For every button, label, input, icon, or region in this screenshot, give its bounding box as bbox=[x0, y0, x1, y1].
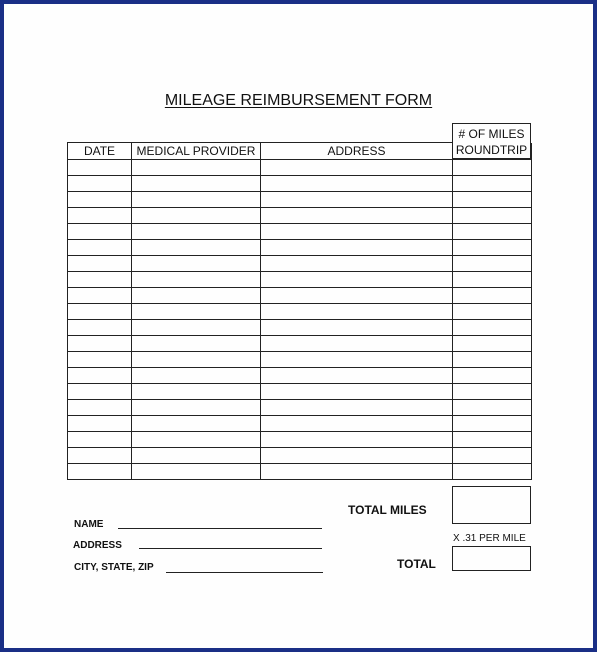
cell-address[interactable] bbox=[261, 176, 453, 192]
cell-date[interactable] bbox=[68, 256, 132, 272]
cell-address[interactable] bbox=[261, 288, 453, 304]
cell-provider[interactable] bbox=[132, 320, 261, 336]
cell-provider[interactable] bbox=[132, 352, 261, 368]
cell-miles[interactable] bbox=[453, 448, 532, 464]
cell-provider[interactable] bbox=[132, 304, 261, 320]
cell-date[interactable] bbox=[68, 192, 132, 208]
cell-date[interactable] bbox=[68, 448, 132, 464]
rate-label: X .31 PER MILE bbox=[453, 533, 526, 544]
total-box[interactable] bbox=[452, 546, 531, 571]
total-miles-box[interactable] bbox=[452, 486, 531, 524]
cell-address[interactable] bbox=[261, 208, 453, 224]
cell-miles[interactable] bbox=[453, 368, 532, 384]
cell-address[interactable] bbox=[261, 352, 453, 368]
col-header-provider: MEDICAL PROVIDER bbox=[132, 143, 261, 160]
col-header-address: ADDRESS bbox=[261, 143, 453, 160]
cell-address[interactable] bbox=[261, 400, 453, 416]
cell-provider[interactable] bbox=[132, 432, 261, 448]
cell-provider[interactable] bbox=[132, 192, 261, 208]
table-row bbox=[68, 448, 532, 464]
cell-date[interactable] bbox=[68, 160, 132, 176]
cell-miles[interactable] bbox=[453, 432, 532, 448]
cell-miles[interactable] bbox=[453, 384, 532, 400]
cell-address[interactable] bbox=[261, 384, 453, 400]
cell-miles[interactable] bbox=[453, 320, 532, 336]
cell-date[interactable] bbox=[68, 432, 132, 448]
cell-provider[interactable] bbox=[132, 448, 261, 464]
table-row bbox=[68, 336, 532, 352]
cell-miles[interactable] bbox=[453, 272, 532, 288]
table-row bbox=[68, 320, 532, 336]
cell-date[interactable] bbox=[68, 352, 132, 368]
cell-provider[interactable] bbox=[132, 272, 261, 288]
cell-miles[interactable] bbox=[453, 192, 532, 208]
cell-miles[interactable] bbox=[453, 208, 532, 224]
cell-date[interactable] bbox=[68, 464, 132, 480]
cell-miles[interactable] bbox=[453, 400, 532, 416]
table-row bbox=[68, 352, 532, 368]
cell-provider[interactable] bbox=[132, 176, 261, 192]
city-state-zip-label: CITY, STATE, ZIP bbox=[74, 562, 154, 573]
miles-header-line2: ROUNDTRIP bbox=[455, 143, 528, 157]
cell-date[interactable] bbox=[68, 336, 132, 352]
cell-provider[interactable] bbox=[132, 256, 261, 272]
miles-header-line1: # OF MILES bbox=[458, 127, 525, 141]
table-row bbox=[68, 400, 532, 416]
cell-miles[interactable] bbox=[453, 240, 532, 256]
cell-miles[interactable] bbox=[453, 464, 532, 480]
mileage-table bbox=[67, 142, 532, 480]
cell-miles[interactable] bbox=[453, 352, 532, 368]
cell-miles[interactable] bbox=[453, 256, 532, 272]
col-header-date: DATE bbox=[68, 143, 132, 160]
cell-address[interactable] bbox=[261, 336, 453, 352]
cell-provider[interactable] bbox=[132, 240, 261, 256]
table-row bbox=[68, 176, 532, 192]
cell-miles[interactable] bbox=[453, 224, 532, 240]
cell-date[interactable] bbox=[68, 416, 132, 432]
cell-address[interactable] bbox=[261, 192, 453, 208]
cell-provider[interactable] bbox=[132, 384, 261, 400]
cell-address[interactable] bbox=[261, 224, 453, 240]
cell-address[interactable] bbox=[261, 272, 453, 288]
table-row bbox=[68, 288, 532, 304]
cell-address[interactable] bbox=[261, 448, 453, 464]
table-row bbox=[68, 160, 532, 176]
cell-date[interactable] bbox=[68, 400, 132, 416]
address-label: ADDRESS bbox=[73, 540, 122, 551]
cell-address[interactable] bbox=[261, 416, 453, 432]
cell-miles[interactable] bbox=[453, 304, 532, 320]
table-row bbox=[68, 272, 532, 288]
table-row bbox=[68, 464, 532, 480]
table-row bbox=[68, 416, 532, 432]
total-label: TOTAL bbox=[397, 557, 436, 571]
cell-date[interactable] bbox=[68, 224, 132, 240]
cell-address[interactable] bbox=[261, 464, 453, 480]
cell-provider[interactable] bbox=[132, 368, 261, 384]
cell-provider[interactable] bbox=[132, 288, 261, 304]
cell-miles[interactable] bbox=[453, 176, 532, 192]
cell-date[interactable] bbox=[68, 384, 132, 400]
table-row bbox=[68, 208, 532, 224]
cell-date[interactable] bbox=[68, 368, 132, 384]
cell-miles[interactable] bbox=[453, 336, 532, 352]
cell-miles[interactable] bbox=[453, 160, 532, 176]
table-header-row bbox=[68, 143, 532, 160]
table-row bbox=[68, 256, 532, 272]
cell-provider[interactable] bbox=[132, 208, 261, 224]
cell-provider[interactable] bbox=[132, 336, 261, 352]
total-miles-label: TOTAL MILES bbox=[348, 503, 427, 517]
table-row bbox=[68, 192, 532, 208]
cell-address[interactable] bbox=[261, 256, 453, 272]
cell-provider[interactable] bbox=[132, 160, 261, 176]
name-label: NAME bbox=[74, 519, 104, 530]
table-row bbox=[68, 432, 532, 448]
cell-provider[interactable] bbox=[132, 400, 261, 416]
name-field-line[interactable] bbox=[118, 528, 322, 529]
cell-date[interactable] bbox=[68, 304, 132, 320]
table-row bbox=[68, 224, 532, 240]
cell-provider[interactable] bbox=[132, 224, 261, 240]
form-title: MILEAGE REIMBURSEMENT FORM bbox=[164, 92, 433, 109]
cell-date[interactable] bbox=[68, 320, 132, 336]
cell-address[interactable] bbox=[261, 432, 453, 448]
cell-address[interactable] bbox=[261, 160, 453, 176]
table-row bbox=[68, 384, 532, 400]
city-state-zip-field-line[interactable] bbox=[166, 572, 323, 573]
cell-miles[interactable] bbox=[453, 288, 532, 304]
cell-date[interactable] bbox=[68, 208, 132, 224]
cell-miles[interactable] bbox=[453, 416, 532, 432]
cell-address[interactable] bbox=[261, 320, 453, 336]
address-field-line[interactable] bbox=[139, 548, 322, 549]
cell-provider[interactable] bbox=[132, 416, 261, 432]
col-header-miles bbox=[453, 143, 532, 160]
cell-date[interactable] bbox=[68, 288, 132, 304]
table-row bbox=[68, 240, 532, 256]
cell-provider[interactable] bbox=[132, 464, 261, 480]
table-row bbox=[68, 304, 532, 320]
cell-address[interactable] bbox=[261, 304, 453, 320]
table-row bbox=[68, 368, 532, 384]
cell-address[interactable] bbox=[261, 368, 453, 384]
cell-address[interactable] bbox=[261, 240, 453, 256]
cell-date[interactable] bbox=[68, 240, 132, 256]
cell-date[interactable] bbox=[68, 272, 132, 288]
cell-date[interactable] bbox=[68, 176, 132, 192]
